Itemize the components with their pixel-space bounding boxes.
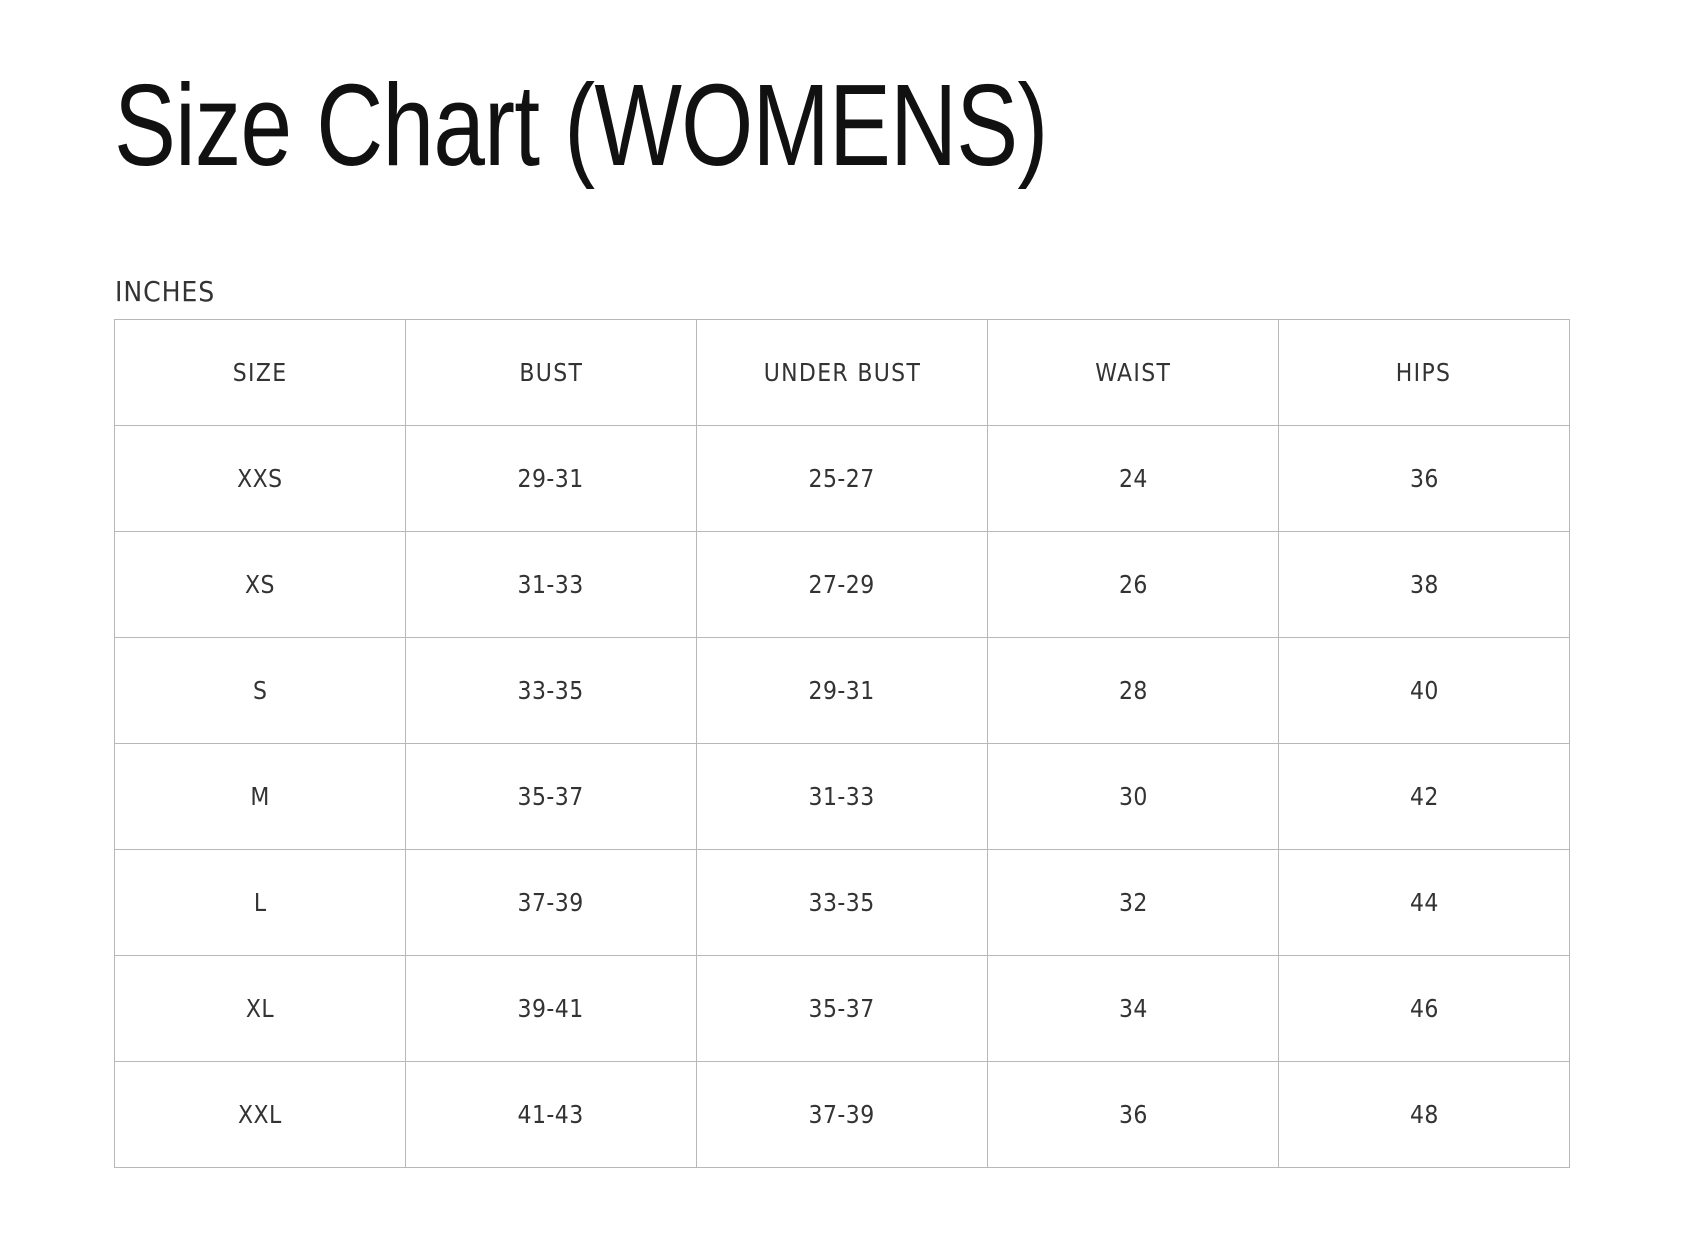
cell-under-bust	[697, 1062, 988, 1168]
cell-hips	[1279, 744, 1570, 850]
table-row	[115, 1062, 1570, 1168]
cell-text: 46	[1409, 994, 1439, 1023]
header-under-bust-label: UNDER BUST	[763, 358, 921, 387]
cell-text: 34	[1118, 994, 1148, 1023]
table-row	[115, 426, 1570, 532]
cell-text: S	[252, 676, 268, 705]
cell-waist	[988, 638, 1279, 744]
cell-text: 36	[1118, 1100, 1148, 1129]
header-row	[115, 320, 1570, 426]
cell-under-bust	[697, 744, 988, 850]
size-chart-table	[114, 319, 1570, 1168]
cell-hips	[1279, 638, 1570, 744]
cell-text: 35-37	[517, 782, 585, 811]
cell-under-bust	[697, 850, 988, 956]
cell-under-bust	[697, 638, 988, 744]
header-hips	[1279, 320, 1570, 426]
cell-under-bust	[697, 532, 988, 638]
cell-text: L	[253, 888, 267, 917]
header-waist	[988, 320, 1279, 426]
cell-text: 44	[1409, 888, 1439, 917]
header-size-label: SIZE	[232, 358, 288, 387]
cell-text: 25-27	[808, 464, 876, 493]
cell-text: 33-35	[808, 888, 876, 917]
cell-text: 39-41	[517, 994, 585, 1023]
units-label: INCHES	[115, 275, 216, 308]
cell-text: 31-33	[517, 570, 585, 599]
cell-under-bust	[697, 426, 988, 532]
cell-text: 37-39	[808, 1100, 876, 1129]
header-hips-label: HIPS	[1396, 358, 1452, 387]
cell-waist	[988, 1062, 1279, 1168]
cell-waist	[988, 532, 1279, 638]
cell-text: XS	[245, 570, 275, 599]
cell-text: 29-31	[808, 676, 876, 705]
cell-hips	[1279, 532, 1570, 638]
cell-text: 28	[1118, 676, 1148, 705]
cell-waist	[988, 850, 1279, 956]
cell-size	[115, 532, 406, 638]
cell-text: 48	[1409, 1100, 1439, 1129]
cell-bust	[406, 744, 697, 850]
cell-text: 29-31	[517, 464, 585, 493]
cell-hips	[1279, 850, 1570, 956]
cell-hips	[1279, 956, 1570, 1062]
cell-text: 26	[1118, 570, 1148, 599]
table-header	[115, 320, 1570, 426]
cell-text: 31-33	[808, 782, 876, 811]
cell-waist	[988, 744, 1279, 850]
cell-bust	[406, 1062, 697, 1168]
cell-size	[115, 956, 406, 1062]
cell-text: 37-39	[517, 888, 585, 917]
cell-size	[115, 850, 406, 956]
cell-waist	[988, 956, 1279, 1062]
cell-text: 41-43	[517, 1100, 585, 1129]
cell-size	[115, 1062, 406, 1168]
cell-text: 27-29	[808, 570, 876, 599]
header-under-bust	[697, 320, 988, 426]
cell-waist	[988, 426, 1279, 532]
cell-text: 33-35	[517, 676, 585, 705]
cell-bust	[406, 638, 697, 744]
header-bust-label: BUST	[519, 358, 583, 387]
cell-text: 30	[1118, 782, 1148, 811]
cell-bust	[406, 426, 697, 532]
table-row	[115, 850, 1570, 956]
table-body	[115, 426, 1570, 1168]
cell-text: M	[250, 782, 270, 811]
table-row	[115, 956, 1570, 1062]
header-size	[115, 320, 406, 426]
cell-text: XL	[245, 994, 275, 1023]
cell-size	[115, 426, 406, 532]
header-bust	[406, 320, 697, 426]
cell-text: 36	[1409, 464, 1439, 493]
cell-text: 24	[1118, 464, 1148, 493]
cell-text: 32	[1118, 888, 1148, 917]
cell-size	[115, 638, 406, 744]
table-row	[115, 744, 1570, 850]
cell-under-bust	[697, 956, 988, 1062]
cell-text: 35-37	[808, 994, 876, 1023]
cell-hips	[1279, 426, 1570, 532]
cell-text: 42	[1409, 782, 1439, 811]
cell-bust	[406, 850, 697, 956]
cell-size	[115, 744, 406, 850]
cell-bust	[406, 532, 697, 638]
cell-bust	[406, 956, 697, 1062]
header-waist-label: WAIST	[1094, 358, 1172, 387]
cell-text: 38	[1409, 570, 1439, 599]
table-row	[115, 638, 1570, 744]
cell-text: XXL	[238, 1100, 282, 1129]
cell-text: XXS	[237, 464, 283, 493]
cell-hips	[1279, 1062, 1570, 1168]
page-title: Size Chart (WOMENS)	[114, 60, 1048, 190]
cell-text: 40	[1409, 676, 1439, 705]
table-row	[115, 532, 1570, 638]
